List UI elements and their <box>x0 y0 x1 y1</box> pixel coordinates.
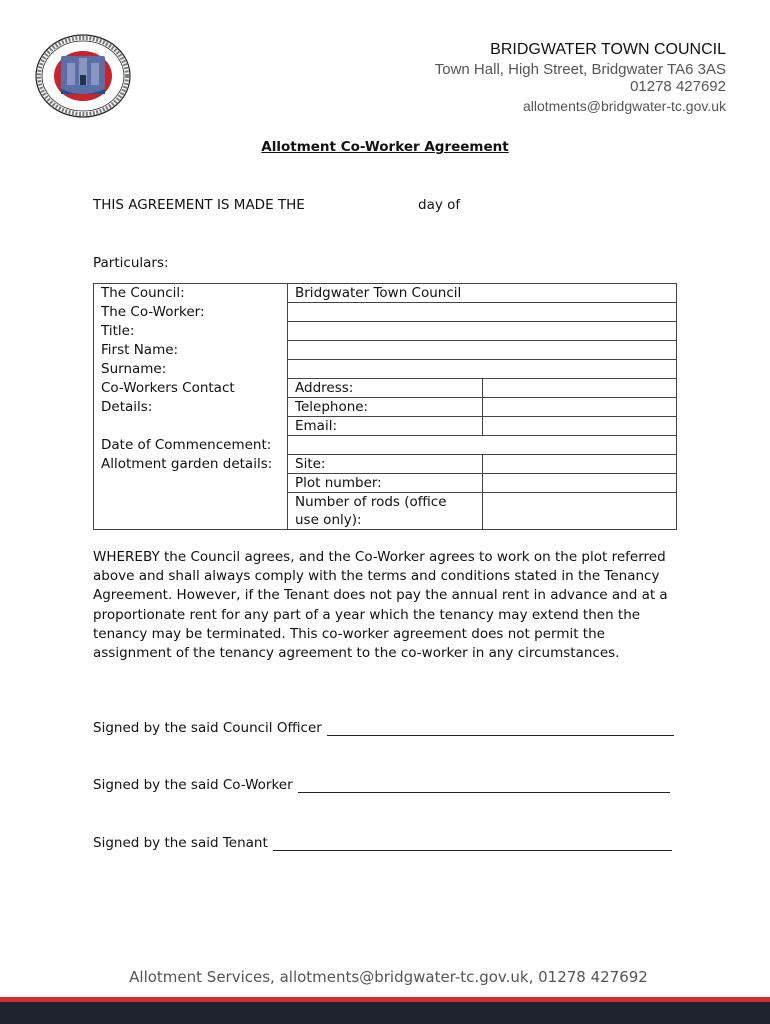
contact-label-1: Co-Workers Contact <box>94 379 288 398</box>
table-row <box>94 322 677 341</box>
agreement-date-label: THIS AGREEMENT IS MADE THE <box>93 197 305 213</box>
commencement-field[interactable] <box>288 436 677 455</box>
rods-field[interactable] <box>483 493 677 530</box>
signature-council-label: Signed by the said Council Officer <box>93 720 322 736</box>
council-label: The Council: <box>94 284 288 303</box>
rods-label <box>288 493 483 530</box>
document-title: Allotment Co-Worker Agreement <box>261 139 509 155</box>
title-field[interactable] <box>288 322 677 341</box>
garden-spacer <box>94 493 288 530</box>
coworker-label: The Co-Worker: <box>94 303 288 322</box>
table-row <box>94 284 677 303</box>
garden-spacer <box>94 474 288 493</box>
plot-number-field[interactable] <box>483 474 677 493</box>
table-row <box>94 398 677 417</box>
address-field[interactable] <box>483 379 677 398</box>
contact-label-spacer <box>94 417 288 436</box>
telephone-label: Telephone: <box>288 398 483 417</box>
agreement-body-text: WHEREBY the Council agrees, and the Co-Worker agrees to work on the plot referred above and shall always comply with the terms and conditions stated in the Tenancy Agreement. However, if the Tenant does not pay the annual rent in advance and at a proportionate rent for any part of a year which the tenancy may extend then the tenancy may be terminated. This co-worker agreement does not permit the assignment of the tenancy agreement to the co-worker in any circumstances. <box>93 549 668 662</box>
surname-label: Surname: <box>94 360 288 379</box>
site-label: Site: <box>288 455 483 474</box>
first-name-label: First Name: <box>94 341 288 360</box>
telephone-field[interactable] <box>483 398 677 417</box>
signature-tenant-row <box>93 835 672 851</box>
rods-label-line-1: Number of rods (office <box>295 494 447 510</box>
footer-dark-band <box>0 1002 770 1024</box>
signature-coworker-label: Signed by the said Co-Worker <box>93 777 293 793</box>
footer-contact-text: Allotment Services, allotments@bridgwater-tc.gov.uk, 01278 427692 <box>129 968 648 986</box>
town-seal-icon <box>34 33 132 119</box>
table-row <box>94 360 677 379</box>
title-label: Title: <box>94 322 288 341</box>
site-field[interactable] <box>483 455 677 474</box>
signature-council-line[interactable] <box>327 721 674 736</box>
email-field[interactable] <box>483 417 677 436</box>
organisation-phone: 01278 427692 <box>630 78 726 95</box>
table-row <box>94 379 677 398</box>
table-row <box>94 341 677 360</box>
first-name-field[interactable] <box>288 341 677 360</box>
signature-coworker-row <box>93 777 670 793</box>
particulars-table <box>93 283 677 530</box>
signature-tenant-line[interactable] <box>273 836 672 851</box>
plot-number-label: Plot number: <box>288 474 483 493</box>
coworker-field[interactable] <box>288 303 677 322</box>
organisation-email: allotments@bridgwater-tc.gov.uk <box>522 98 726 114</box>
table-row <box>94 474 677 493</box>
organisation-address: Town Hall, High Street, Bridgwater TA6 3AS <box>434 61 726 78</box>
table-row <box>94 455 677 474</box>
commencement-label: Date of Commencement: <box>94 436 288 455</box>
table-row <box>94 436 677 455</box>
table-row <box>94 303 677 322</box>
organisation-name: BRIDGWATER TOWN COUNCIL <box>490 41 726 58</box>
surname-field[interactable] <box>288 360 677 379</box>
signature-tenant-label: Signed by the said Tenant <box>93 835 268 851</box>
address-label: Address: <box>288 379 483 398</box>
table-row <box>94 417 677 436</box>
particulars-label: Particulars: <box>93 255 169 271</box>
agreement-day-of-label: day of <box>418 197 461 213</box>
contact-label-2: Details: <box>94 398 288 417</box>
council-value: Bridgwater Town Council <box>288 284 677 303</box>
email-label: Email: <box>288 417 483 436</box>
signature-coworker-line[interactable] <box>298 778 670 793</box>
signature-council-row <box>93 720 674 736</box>
garden-details-label: Allotment garden details: <box>94 455 288 474</box>
table-row <box>94 493 677 530</box>
rods-label-line-2: use only): <box>295 512 362 528</box>
